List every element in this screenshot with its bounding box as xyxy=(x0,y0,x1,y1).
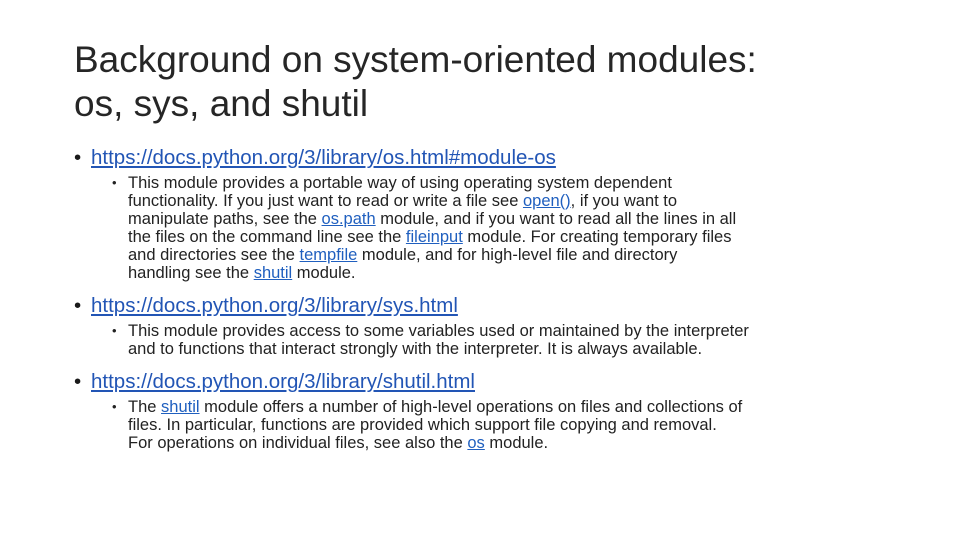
os-docs-link[interactable]: https://docs.python.org/3/library/os.html#module-os xyxy=(91,146,556,169)
slide-content xyxy=(74,146,904,464)
os-desc-line-6: handling see the shutil module. xyxy=(128,264,356,282)
shutil-docs-link[interactable]: https://docs.python.org/3/library/shutil.html xyxy=(91,370,475,393)
os-desc-line-2: functionality. If you just want to read or write a file see open(), if you want to xyxy=(128,192,678,210)
shutil-description xyxy=(112,398,904,452)
bullet-icon: • xyxy=(74,370,82,393)
fileinput-link[interactable]: fileinput xyxy=(405,228,463,246)
bullet-icon: • xyxy=(112,175,117,190)
bullet-icon: • xyxy=(112,399,117,414)
os-desc-line-4: the files on the command line see the fileinput module. For creating temporary files xyxy=(128,228,732,246)
sys-docs-link[interactable]: https://docs.python.org/3/library/sys.html xyxy=(91,294,458,317)
title-line-1: Background on system-oriented modules: xyxy=(74,39,757,80)
sys-desc-line-2: and to functions that interact strongly with the interpreter. It is always available. xyxy=(128,340,703,358)
os-desc-line-5: and directories see the tempfile module, and for high-level file and directory xyxy=(128,246,678,264)
os-description xyxy=(112,174,904,282)
title-line-2: os, sys, and shutil xyxy=(74,83,369,124)
shutil-desc-line-1: The shutil module offers a number of high-level operations on files and collections of xyxy=(128,398,743,416)
bullet-icon: • xyxy=(112,323,117,338)
os-module-link[interactable]: os xyxy=(467,434,485,452)
shutil-bullet-item xyxy=(74,370,904,394)
os-path-link[interactable]: os.path xyxy=(321,210,376,228)
os-desc-line-3: manipulate paths, see the os.path module, and if you want to read all the lines in all xyxy=(128,210,737,228)
sys-desc-line-1: This module provides access to some variables used or maintained by the interpreter xyxy=(128,322,749,340)
bullet-icon: • xyxy=(74,294,82,317)
sys-description xyxy=(112,322,904,358)
os-desc-line-1: This module provides a portable way of using operating system dependent xyxy=(128,174,672,192)
shutil-module-link[interactable]: shutil xyxy=(161,398,200,416)
sys-bullet-item xyxy=(74,294,904,318)
shutil-desc-line-3: For operations on individual files, see also the os module. xyxy=(128,434,549,452)
open-function-link[interactable]: open() xyxy=(522,192,571,210)
bullet-icon: • xyxy=(74,146,82,169)
slide-title xyxy=(74,38,914,126)
tempfile-link[interactable]: tempfile xyxy=(299,246,358,264)
shutil-desc-line-2: files. In particular, functions are provided which support file copying and removal. xyxy=(128,416,717,434)
shutil-link[interactable]: shutil xyxy=(253,264,293,282)
os-bullet-item xyxy=(74,146,904,170)
